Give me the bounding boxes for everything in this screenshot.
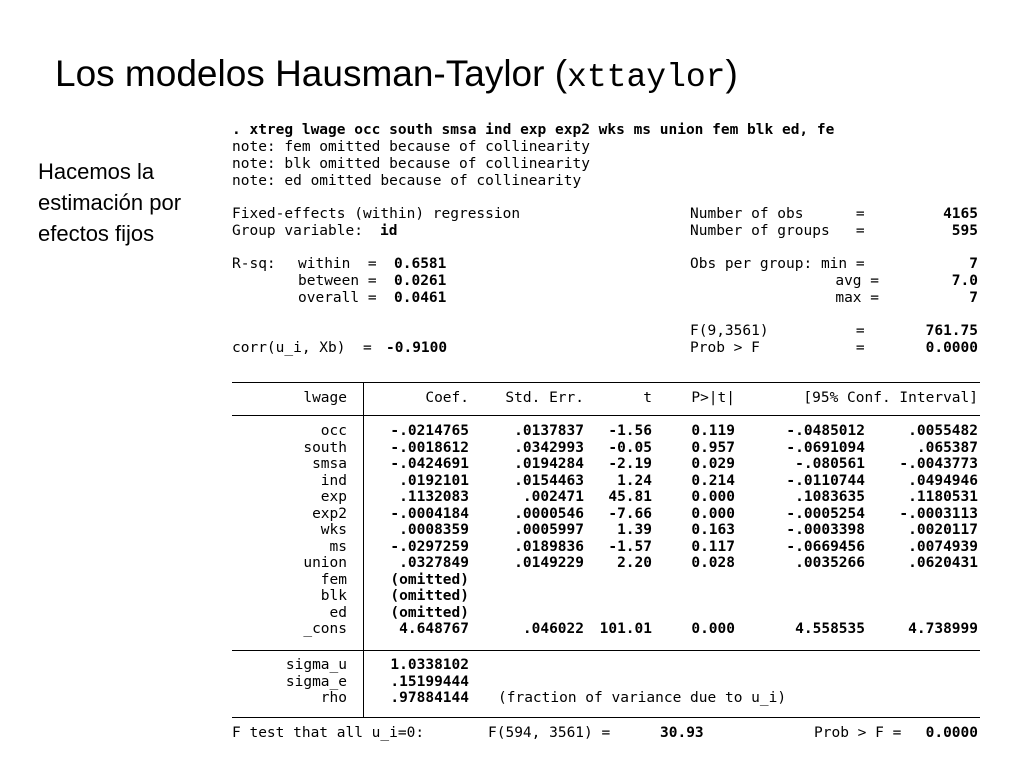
cell-coef: .1132083 xyxy=(399,489,469,505)
rsq-overall-value: 0.0461 xyxy=(394,290,447,306)
cell-coef: 4.648767 xyxy=(399,621,469,637)
cell-ci-upper: .0055482 xyxy=(908,423,978,439)
group-variable-label: Group variable: xyxy=(232,223,363,239)
cell-t: 1.24 xyxy=(617,472,652,489)
stata-output xyxy=(232,120,992,760)
cell-t: -7.66 xyxy=(608,505,652,522)
side-note: Hacemos la estimación por efectos fijos xyxy=(38,159,182,246)
cell-ci-lower: -.0691094 xyxy=(786,439,865,456)
cell-p-value: 0.119 xyxy=(691,423,735,439)
cell-p-value: 0.957 xyxy=(691,439,735,456)
cell-variable: exp2 xyxy=(312,505,347,522)
cell-std-err: .0149229 xyxy=(514,555,584,571)
cell-coef: (omitted) xyxy=(390,604,469,621)
ngroups-value: 595 xyxy=(951,223,978,239)
cell-variable: south xyxy=(303,439,347,456)
cell-ci-lower: -.0110744 xyxy=(786,472,865,489)
rsq-within-label: within = xyxy=(298,256,377,272)
title-text: Los modelos Hausman-Taylor ( xyxy=(55,53,568,94)
cell-value: 1.0338102 xyxy=(390,657,469,673)
cell-variable: ms xyxy=(329,538,347,555)
probf-value: 0.0000 xyxy=(925,340,978,356)
cell-note: (fraction of variance due to u_i) xyxy=(498,690,787,706)
cell-ci-upper: -.0003113 xyxy=(899,505,978,522)
cell-ci-upper: .065387 xyxy=(916,439,978,456)
cell-t: -0.05 xyxy=(608,439,652,456)
cell-coef: (omitted) xyxy=(390,571,469,588)
cell-ci-lower: -.080561 xyxy=(795,456,865,472)
cell-ci-upper: .0074939 xyxy=(908,538,978,555)
cell-variable: union xyxy=(303,555,347,571)
cell-ci-lower: -.0485012 xyxy=(786,423,865,439)
cell-p-value: 0.000 xyxy=(691,489,735,505)
rsq-between-value: 0.0261 xyxy=(394,273,447,289)
cell-value: .97884144 xyxy=(390,690,469,706)
corr-value: -0.9100 xyxy=(386,340,448,356)
collinearity-note: note: ed omitted because of collinearity xyxy=(232,173,582,189)
cell-ci-upper: .0494946 xyxy=(908,472,978,489)
cell-variable: _cons xyxy=(303,621,347,637)
obs-max-value: 7 xyxy=(969,290,978,306)
regression-type: Fixed-effects (within) regression xyxy=(232,206,521,222)
cell-variable: occ xyxy=(320,423,347,439)
cell-coef: -.0018612 xyxy=(390,439,469,456)
cell-t: 45.81 xyxy=(608,489,652,505)
table-top-rule xyxy=(232,382,980,383)
cell-variable: sigma_u xyxy=(285,657,347,673)
cell-ci-lower: .1083635 xyxy=(795,489,865,505)
obs-max-label: max = xyxy=(835,290,879,306)
cell-variable: sigma_e xyxy=(285,673,347,690)
ftest-stat-value: 30.93 xyxy=(660,725,704,741)
table-header-rule xyxy=(232,415,980,416)
cell-ci-lower: -.0005254 xyxy=(786,505,865,522)
cell-std-err: .0137837 xyxy=(514,423,584,439)
col-header-ci: [95% Conf. Interval] xyxy=(803,390,978,406)
slide-title xyxy=(55,52,738,96)
group-variable: id xyxy=(380,223,398,239)
cell-ci-upper: -.0043773 xyxy=(899,456,978,472)
col-header-se: Std. Err. xyxy=(505,390,584,406)
cell-coef: .0327849 xyxy=(399,555,469,571)
cell-p-value: 0.117 xyxy=(691,538,735,555)
cell-coef: (omitted) xyxy=(390,588,469,604)
cell-variable: ed xyxy=(329,604,347,621)
cell-coef: -.0297259 xyxy=(390,538,469,555)
cell-ci-upper: .0620431 xyxy=(908,555,978,571)
cell-ci-upper: 4.738999 xyxy=(908,621,978,637)
cell-variable: fem xyxy=(320,571,347,588)
cell-t: -1.56 xyxy=(608,423,652,439)
cell-p-value: 0.029 xyxy=(691,456,735,472)
cell-std-err: .0000546 xyxy=(514,505,584,522)
cell-ci-upper: .0020117 xyxy=(908,522,978,538)
rsq-label: R-sq: xyxy=(232,256,276,272)
f-value: 761.75 xyxy=(925,323,978,339)
cell-t: 101.01 xyxy=(599,621,652,637)
stata-command: . xtreg lwage occ south smsa ind exp exp2 wks ms union fem blk ed, fe xyxy=(232,122,835,138)
cell-std-err: .0189836 xyxy=(514,538,584,555)
cell-ci-upper: .1180531 xyxy=(908,489,978,505)
corr-label: corr(u_i, Xb) = xyxy=(232,340,372,356)
cell-variable: smsa xyxy=(312,456,347,472)
cell-ci-lower: -.0003398 xyxy=(786,522,865,538)
ftest-stat-label: F(594, 3561) = xyxy=(488,725,611,741)
cell-std-err: .002471 xyxy=(522,489,584,505)
cell-std-err: .0342993 xyxy=(514,439,584,456)
cell-coef: .0192101 xyxy=(399,472,469,489)
title-command: xttaylor xyxy=(567,59,726,96)
table-coef-rule xyxy=(232,650,980,651)
cell-p-value: 0.000 xyxy=(691,505,735,522)
title-close: ) xyxy=(725,53,738,94)
rsq-within-value: 0.6581 xyxy=(394,256,447,272)
cell-variable: rho xyxy=(320,690,347,706)
cell-t: -1.57 xyxy=(608,538,652,555)
cell-p-value: 0.028 xyxy=(691,555,735,571)
cell-std-err: .0154463 xyxy=(514,472,584,489)
cell-std-err: .046022 xyxy=(522,621,584,637)
obs-avg-value: 7.0 xyxy=(951,273,978,289)
obs-min-value: 7 xyxy=(969,256,978,272)
col-header-t: t xyxy=(643,390,652,406)
col-header-depvar: lwage xyxy=(303,390,347,406)
cell-value: .15199444 xyxy=(390,673,469,690)
cell-ci-lower: -.0669456 xyxy=(786,538,865,555)
table-bottom-rule xyxy=(232,717,980,718)
cell-coef: -.0004184 xyxy=(390,505,469,522)
cell-variable: ind xyxy=(320,472,347,489)
rsq-overall-label: overall = xyxy=(298,290,377,306)
rsq-between-label: between = xyxy=(298,273,377,289)
cell-t: 1.39 xyxy=(617,522,652,538)
cell-ci-lower: .0035266 xyxy=(795,555,865,571)
nobs-value: 4165 xyxy=(943,206,978,222)
cell-ci-lower: 4.558535 xyxy=(795,621,865,637)
collinearity-note: note: blk omitted because of collinearity xyxy=(232,156,590,172)
col-header-p: P>|t| xyxy=(691,390,735,406)
cell-t: 2.20 xyxy=(617,555,652,571)
cell-t: -2.19 xyxy=(608,456,652,472)
ftest-prob-value: 0.0000 xyxy=(925,725,978,741)
f-label: F(9,3561) = xyxy=(690,323,865,339)
cell-std-err: .0005997 xyxy=(514,522,584,538)
cell-coef: -.0424691 xyxy=(390,456,469,472)
obs-min-label: Obs per group: min = xyxy=(690,256,865,272)
cell-coef: .0008359 xyxy=(399,522,469,538)
ngroups-label: Number of groups = xyxy=(690,223,865,239)
cell-coef: -.0214765 xyxy=(390,423,469,439)
col-header-coef: Coef. xyxy=(425,390,469,406)
ftest-prob-label: Prob > F = xyxy=(814,725,902,741)
cell-variable: blk xyxy=(320,588,347,604)
cell-p-value: 0.163 xyxy=(691,522,735,538)
ftest-label: F test that all u_i=0: xyxy=(232,725,425,741)
cell-p-value: 0.214 xyxy=(691,472,735,489)
obs-avg-label: avg = xyxy=(835,273,879,289)
cell-variable: exp xyxy=(320,489,347,505)
cell-p-value: 0.000 xyxy=(691,621,735,637)
cell-std-err: .0194284 xyxy=(514,456,584,472)
nobs-label: Number of obs = xyxy=(690,206,865,222)
probf-label: Prob > F = xyxy=(690,340,865,356)
cell-variable: wks xyxy=(320,522,347,538)
collinearity-note: note: fem omitted because of collinearity xyxy=(232,139,590,155)
